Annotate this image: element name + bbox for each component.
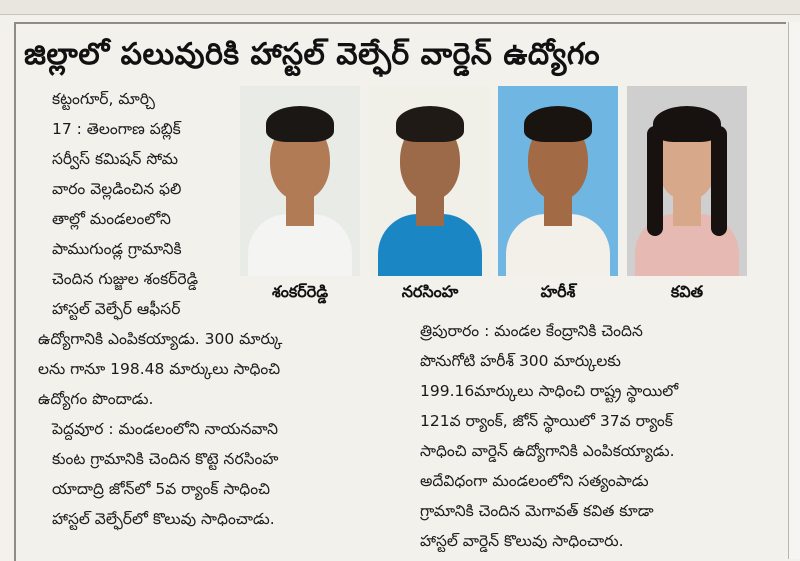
text-line: తాల్లో మండలంలోని [52, 210, 171, 228]
text-line: 121వ ర్యాంక్, జోన్ స్థాయిలో 37వ ర్యాంక్ [420, 412, 673, 430]
text-line: హాస్టల్ వెల్ఫేర్‌లో కొలువు సాధించాడు. [52, 510, 275, 528]
photo-caption: కవిత [670, 282, 704, 301]
text-line: ఉద్యోగానికి ఎంపికయ్యాడు. 300 మార్కు [38, 330, 283, 348]
para1-intro [38, 84, 233, 324]
text-line: సర్వీస్ కమిషన్ సోమ [52, 150, 179, 168]
article-headline: జిల్లాలో పలువురికి హాస్టల్ వెల్ఫేర్ వార్డెన్ ఉద్యోగం [24, 37, 601, 72]
photo-hair [524, 106, 592, 142]
text-line: వారం వెల్లడించిన ఫలి [52, 180, 182, 198]
portrait-photo [627, 86, 747, 276]
text-line: 199.16మార్కులు సాధించి రాష్ట్ర స్థాయిలో [420, 382, 679, 400]
text-line: హాస్టల్ వెల్ఫేర్ ఆఫీసర్ [52, 300, 181, 318]
page-top-strip [0, 0, 800, 15]
photo-caption: హరీశ్ [540, 282, 576, 301]
para3 [406, 316, 786, 556]
text-line: గ్రామానికి చెందిన మెగావత్ కవిత కూడా [420, 502, 654, 520]
para1-rest [38, 324, 383, 414]
photo-caption: శంకర్‌రెడ్డి [271, 282, 329, 301]
portrait-photo [498, 86, 618, 276]
text-line: అదేవిధంగా మండలంలోని సత్యంపాడు [420, 472, 649, 490]
text-line: చెందిన గుజ్జుల శంకర్‌రెడ్డి [52, 270, 199, 288]
photo-caption: నరసింహ [401, 282, 459, 301]
text-line: త్రిపురారం : మండల కేంద్రానికి చెందిన [420, 322, 643, 340]
portrait-photo [370, 86, 490, 276]
text-line: 17 : తెలంగాణ పబ్లిక్ [52, 120, 181, 138]
text-line: పొనుగోటి హరీశ్ 300 మార్కులకు [420, 352, 621, 370]
photo-hair [266, 106, 334, 142]
text-line: లను గానూ 198.48 మార్కులు సాధించి [38, 360, 281, 378]
article-column-2 [406, 316, 786, 556]
text-line: యాదాద్రి జోన్‌లో 5వ ర్యాంక్ సాధించి [52, 480, 270, 498]
photo-long-hair [647, 126, 663, 236]
adjacent-column-edge [788, 22, 800, 559]
text-line: పాముగుండ్ల గ్రామానికి [52, 240, 182, 258]
text-line: హాస్టల్ వార్డెన్ కొలువు సాధించారు. [420, 532, 624, 550]
photo-long-hair [711, 126, 727, 236]
portrait-photo [240, 86, 360, 276]
photo-hair [396, 106, 464, 142]
text-line: ఉద్యోగం పొందాడు. [38, 390, 154, 408]
photo-strip [240, 86, 750, 306]
text-line: సాధించి వార్డెన్ ఉద్యోగానికి ఎంపికయ్యాడు. [420, 442, 675, 460]
text-line: పెద్దవూర : మండలంలోని నాయనవాని [52, 420, 279, 438]
text-line: కట్టంగూర్, మార్చి [52, 90, 155, 108]
para2 [38, 414, 383, 534]
text-line: కుంట గ్రామానికి చెందిన కొట్టె నరసింహ [52, 450, 279, 468]
